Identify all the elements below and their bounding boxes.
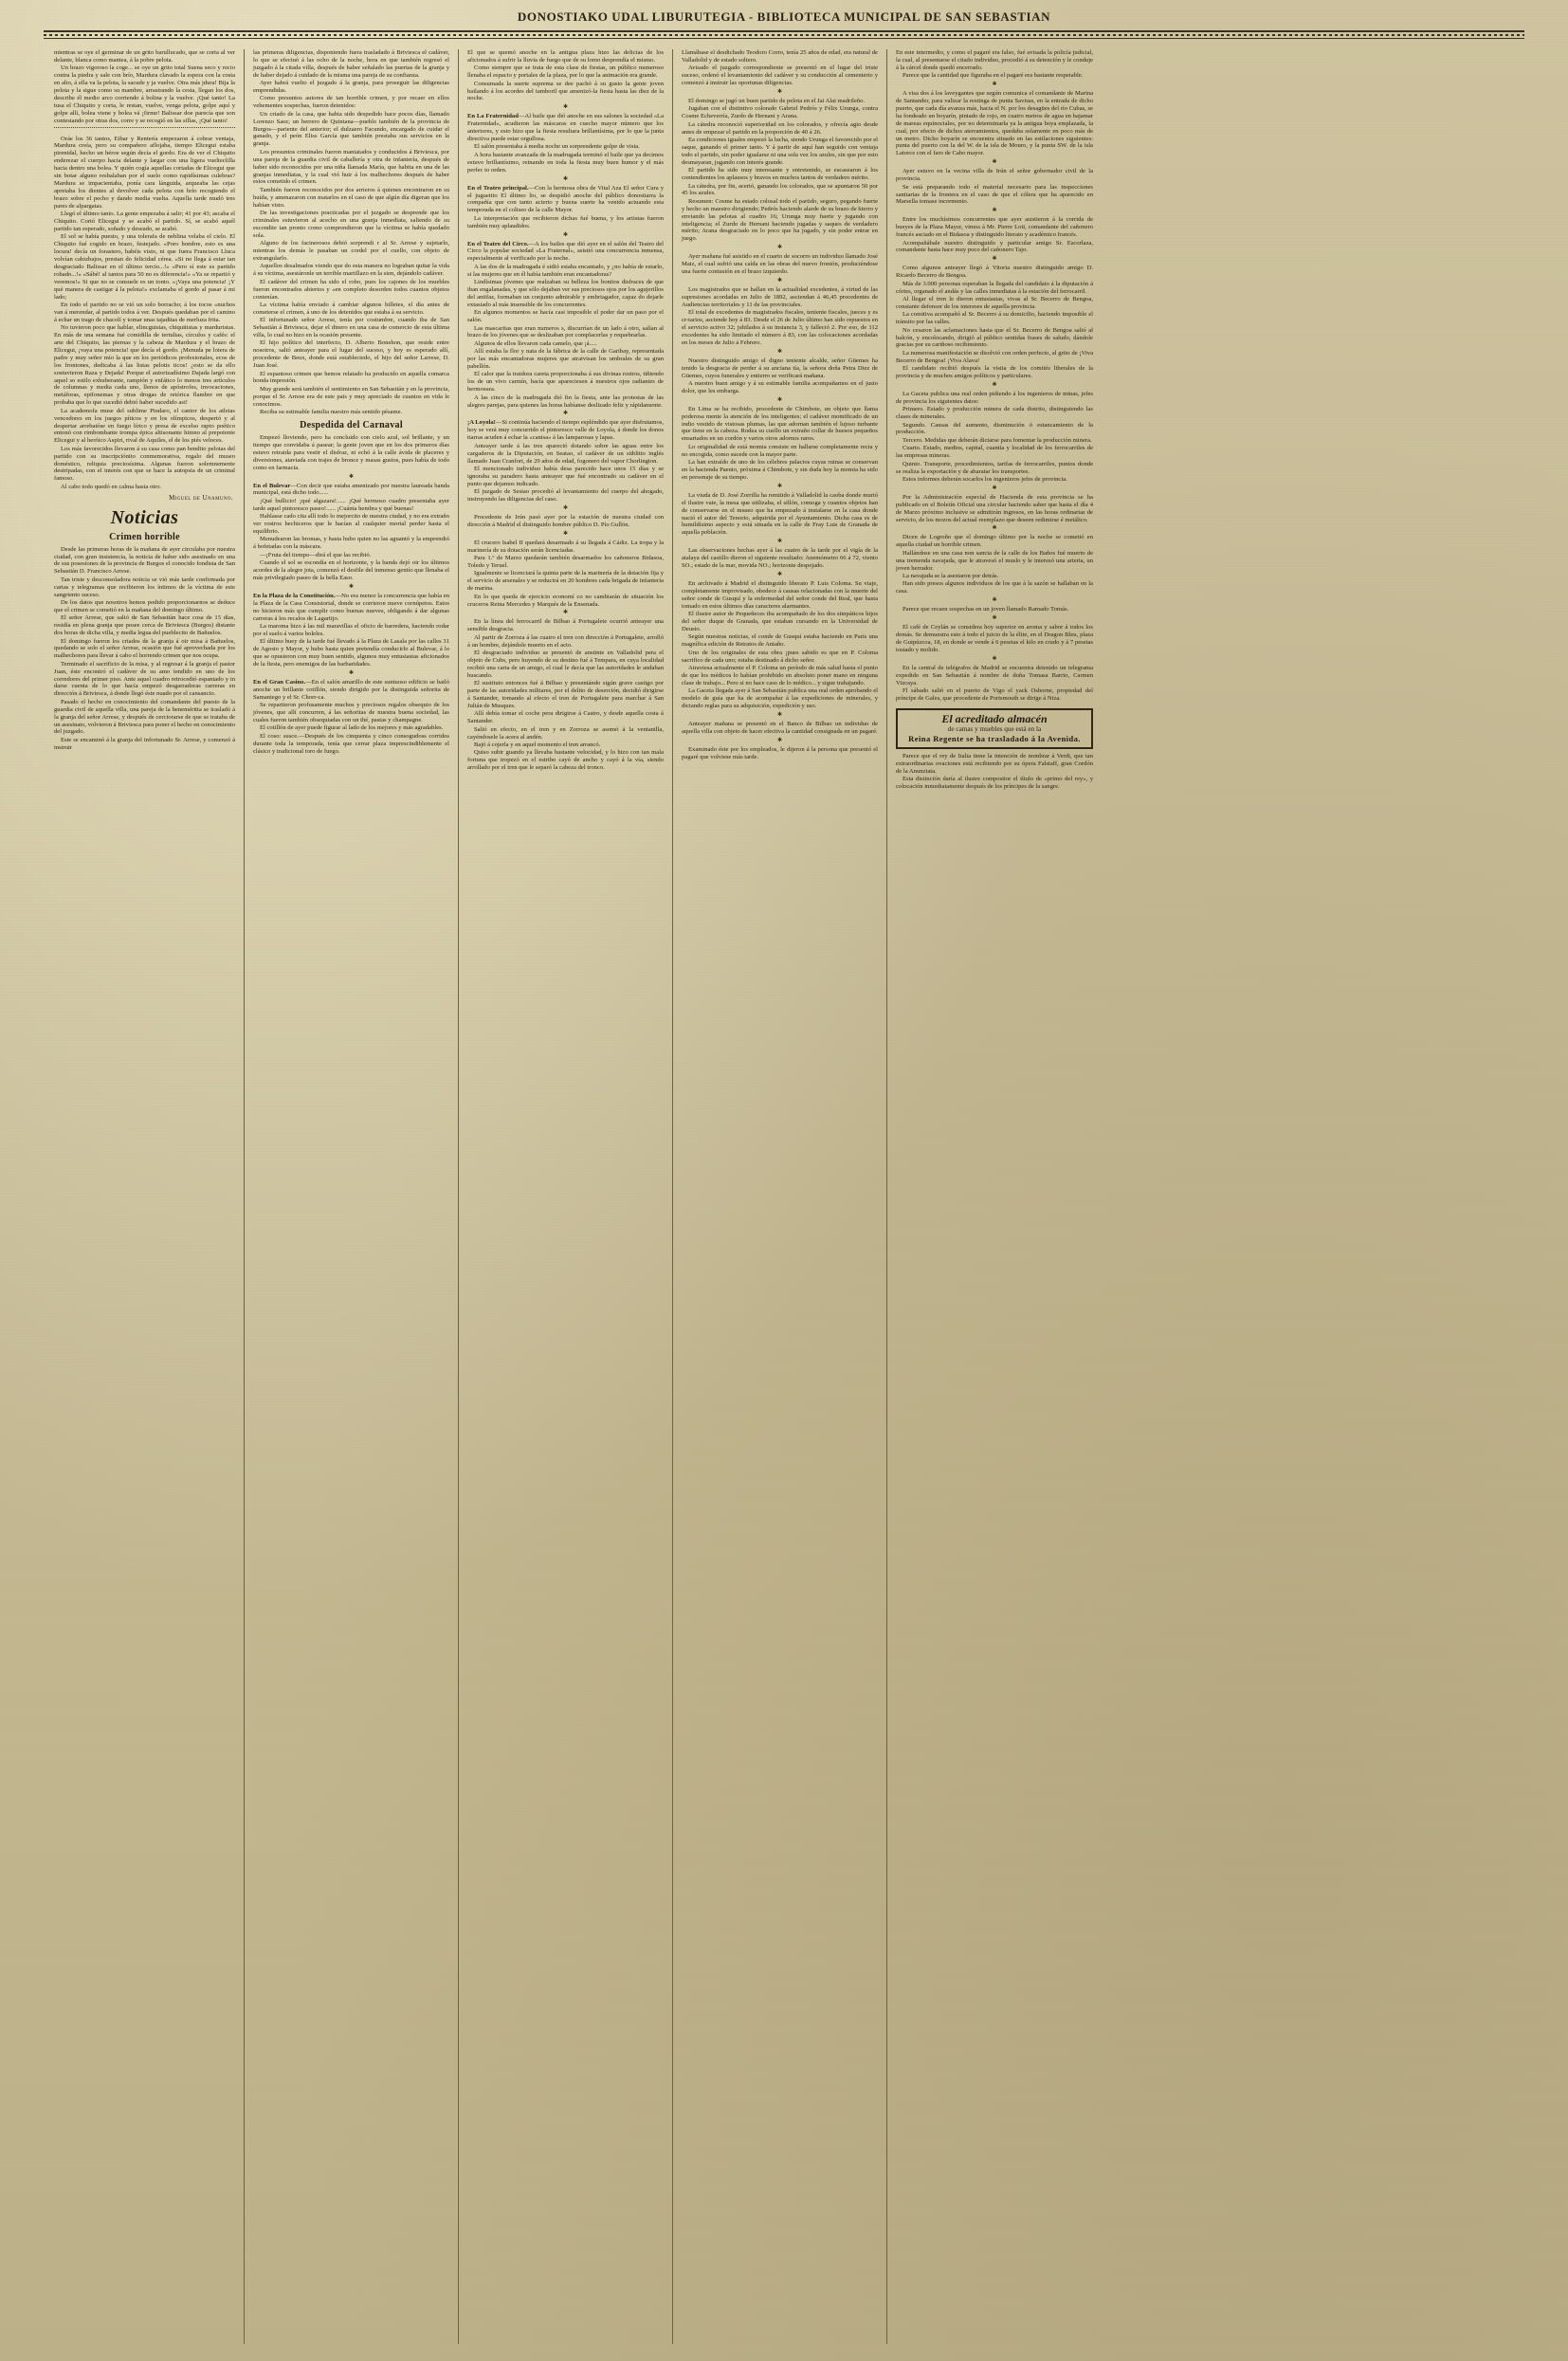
paragraph: Oráe los 36 tantos, Eibar y Rentería empezaron á cobrar ventaja, Mardura creía, pero su compañero aflojaba, tiempo Elicegui estaba pirenidal, hecho un héroe según decía el gordo. Era de ver el Chiquito enderezar el cuerpo hacia delante y largar con una ligera vuelteclilla hacia dentro una bolea. Y quién cogía aquellas cortadas de Elicegui que sin botar alguno resbalaban por el suelo como rapidísimas culebras? Mardura se impacientaba, ponía cara lánguida, arqueaba las cejas apretaba los dientes al devolver cada pelota con brío recogiendo el brazo sobre el pecho y dando media vuelta. Aquella tarde mudó tres pares de alpargatas. [54,135,235,210]
paragraph: El juzgado de Sestao procedió al levantamiento del cuerpo del ahogado, instruyendo las diligencias del caso. [467,488,664,503]
paragraph-with-runin [253,483,449,498]
paragraph: las primeras diligencias, disponiendo fuera trasladado á Briviesca el cadáver, lo que se efectuó á las ocho de la noche, hora en que también regresó el juzgado á la citada villa, después de haber señalado las puertas de la granja y de haber dejado á cuidado de la misma una pareja de su confianza. [253,49,449,79]
paragraph-with-runin [253,593,449,623]
paragraph-text: —Si continúa haciendo el tiempo espléndido que ayer disfrutamos, hoy se verá muy concurrido el pintoresco valle de Loyola, á donde los donos tiarras acuden á echar la «canisa» á las lamparosas y lapas. [467,419,665,442]
paragraph: El cadáver del crimen ha sido el robo, pues los cajones de los muebles fueron encontrados abiertos y «en completo desorden todos cuantos objetos contenían. [253,278,449,301]
paragraph: El coso: susce.—Después de los cinquenta y cinco consogudoss corridos durante toda la temporada, tenía que cerrar plaza imprescindiblemente el clásico y tradicional toro de fuego. [253,732,449,755]
paragraph: Un criado de la casa, que habia sido despedido hace pocos días, llamado Lorenzo Saez; un herrero de Quintana—pueblo también de la provincia de Burgos—pariente del anterior; el dulzaero Facundo, encargado de cuidar el ganado, y el peón Eliss García que también prestaba sus servicios en la granja. [253,110,449,148]
runin-head-loyola: ¡A Loyola! [467,419,496,427]
paragraph: La navajada se la asestaron por detrás. [903,572,999,579]
ornament-divider: ✱ [348,473,355,480]
paragraph: El domingo fueron los criados de la granja á oir misa á Bañuelos, quedando se solo el señor Arrese, ocasión que fué aprovechada por los malhechores para llevar á cabo el horrendo crimen que nos ocupa. [54,637,235,660]
paragraph: También fueron reconocidos por dos arrieros á quienes encontraron en su huída, y amenazaron con matarlos en el caso de que algún día digeran que los habían visto. [253,186,449,209]
paragraph: El infortunado señor Arrese, tenía por costumbre, cuando iba de San Sebastián á Briviesca, dejar el dinero en una casa de comercio de esta última villa, lo cual no hizo en la ocasión presente. [253,317,449,339]
paragraph: Nuestro distinguido amigo el digno teniente alcalde, señor Güemes ha tenido la desgracia de perder á su anciana tía, la señora doña Petra Diez de Güemes, cuyos funerales y entierro se verificará mañana. [682,357,878,379]
paragraph: La academofa muse del sublime Pindaro, el cantor de los atletas vencedores en los juegos píticos y en los olímpicos, despertó y al despertar arrebatóse en fuego lírico y presa de excelso rapto poético entonó con rimbombante trompa épica altisonante himno al prepotente Elicegui y al heróico Aspiri, rival de Aquiles, el de los piés veloces. [54,407,235,445]
paragraph: La cátedra, por fin, acertó, ganando los colorados, que se apuntaron 50 por 45 los azules. [682,182,878,197]
paragraph: Anteayer mañana se presentó en el Banco de Bilbao un individuo de aquella villa con objeto de hacer efectiva la cantidad consignada en un pagaré. [682,720,878,735]
headline-despedida-carnaval: Despedida del Carnaval [300,420,403,430]
runin-head-bulevar: En el Bulevar [253,482,291,489]
paragraph: El cotillón de ayer puede figurar al lado de los mejores y más agradables. [260,724,444,732]
ornament-divider: ✱ [776,89,783,96]
paragraph: Tan triste y desconsoladora noticia se vió más tarde confirmada por cartas y telegramas que recibieron los íntimos de la víctima de este sangriento suceso. [54,576,235,598]
ornament-divider: ✱ [776,348,783,355]
paragraph: El total de excedentes de magistrados fiscales, teniente fiscales, jueces y es cr-tarios, asciende hoy á 83. Desde el 26 de Julio último han sido repuestos en el servicio activo 32; jubilados á su instancia 3, y falleció 2. Por eso, de 112 excedentes ha sido limitado el número á 83, con las colocaciones acordadas en los meses de Julio á Febrero. [682,309,878,346]
paragraph: Ea condiciones iguales empezó la lucha, siendo Urunga el favorecido por el saque, ganando el primer tanto. Y á partir de aquí han seguido con ventaja todo el partido, sin poder igualarse ni una sola vez los azules, sin que por esto desmayaran, jugando con interés grande. [682,137,878,166]
paragraph-with-runin [467,185,664,215]
ornament-divider: ✱ [776,396,783,403]
paragraph-text: —Con la hermosa obra de Vital Aza El señor Cura y el juguetito El último lio, se despidió anoche del público donostiarra la compañía que con tanto acierto y buena suerte ha venido actuando esta temporada en el coliseo de la calle Mayor. [467,184,665,214]
paragraph: La viuda de D. José Zorrilla ha remitido á Valladolid la caoba donde murió el ilustre vate, la mesa que utilizaba, el sillón, comoga y cuantos objetos han de conservarse en el museo que ha empezado á instalarse en la casa donde nació el autor del Tenorio, adquirida por el Ayuntamiento. Dicha casa es de humildísimo aspecto y está situada en la calle de Fray Luis de Granada de aquella población. [682,491,878,537]
paragraph: ¡Qué bullicio! ¡qué algazara!...... ¡Qué hermoso cuadro presentaba ayer tarde aquel pintoresco paseo!...... ¡Cuánta hembra y qué buenas! [253,497,449,512]
paragraph: La Gaceta publica una real orden pidiendo á los ingenieros de minas, jefes de provincia los siguientes datos: [896,390,1093,405]
paragraph: La Gaceta llegada ayer á San Sebastián publica una real orden aprobando el modelo de guía que ha de acompañar á las expediciones de minerales, y dictando reglas para su adquisición, expedición y uso. [682,687,878,709]
column-3 [459,49,673,2344]
paragraph: El que se quemó anoche en la antigua plaza hizo las delicias de los aficionados á sufrir la lluvia de fuego que de su lomo desprendía el mismo. [467,49,664,64]
paragraph: Fl sábado salió en el puerto de Vigo el yack Osborne, propiedad del príncipe de Gales, que procedente de Portsmouth se dirige á Niza. [896,686,1093,702]
ornament-divider: ✱ [992,159,997,166]
paragraph: Esta distinción daría al ilustre compositor el título de «primo del rey», y colocación inmediatamente después de los príncipes de la sangre. [896,776,1093,791]
paragraph: En algunos momentos se hacía casi imposible el poder dar un paso por el salón. [467,309,664,324]
paragraph: Parece que el rey de Italia tiene la intención de nombrar á Verdi, que tan extraordinarias ovaciones está recibiendo por su ópera Falstaff, gran Cordón de la Anunziata. [896,753,1093,775]
paragraph: Parece que recaen sospechas en un joven llamado Ramado Tomás. [903,606,1069,613]
paragraph: Reciba su estimable familia nuestro más sentido pésame. [260,409,403,416]
runin-head-plaza: En la Plaza de la Constitución. [253,592,336,599]
dotted-divider [54,127,235,133]
paragraph: A las dos de la madrugada é sidió estaba encantado, y ¿no había de estarlo, si las mujeres que en él había también eran encantadoras? [467,263,664,278]
ornament-divider: ✱ [776,483,783,489]
ornament-divider: ✱ [776,245,783,251]
paragraph: El ilustre autor de Pequeñeces tba acompañado de los dos simpáticos hijos del señor duque de Granada, que estaban cursando en la Universidad de Deusto. [682,611,878,632]
paragraph: Los más favorecidos llevaron á su casa como pan bendito pelotas del partido con su inscripciónito conmemorativa, regalo del museo doméstico, reliquia preciosísima. Algunas fueron solemnemente destripadas, con el interés con que se hace la autopsia de un criminal famoso. [54,445,235,483]
paragraph: La numerosa manifestación se disolvió con orden perfecto, al grito de ¡Viva Becerro de Bengoa! ¡Viva Alava! [896,349,1093,364]
column-1 [46,49,245,2344]
ornament-divider: ✱ [776,711,783,718]
paragraph: La cátedra reconoció superioridad en los colorados, y ofrecía agio desde antes de empezar el partido en la proporción de 40 á 26. [682,120,878,136]
paragraph: Uno de los originales de esta obra ¡pues sabido es que en P. Coloma sacrifico de cada uno; estaba destinado á dicho señor. [682,649,878,664]
paragraph: Menudearon las bromas, y hasta hubo quien no las aguantó y la emprendió á bofetadas con la máscara. [253,536,449,551]
paragraph: Cuando el sol se escondía en el horizonte, y la banda dejó oir los últimos acordes de la alegre jota, comenzó el desfile del inmenso gentío que llenaba el más privilegiado paseo de la bella Easo. [253,559,449,581]
runin-head-casino: En el Gran Casino. [253,678,306,686]
paragraph: Bajó á cojerla y en aquel momento el tren arrancó. [474,741,601,748]
paragraph-with-runin [467,241,664,264]
ornament-divider: ✱ [992,381,997,388]
paragraph: El sustituto entonces fué á Bilbao y presentándo sigún grave castigo por parte de las autoridades militares, por el delito de deserción, decidió dirigirse á Santander, tomando al efecto el tren de Portugalete para marchar á San Julián de Musques. [467,680,664,709]
ornament-divider: ✱ [776,571,783,577]
paragraph: Los presuntos criminales fueron maniatados y conducidos á Briviesca, por una pareja de la guardia civil de caballería y otra de infantería, después de haber sido reconocidos por una niña llamada María, que habita en una de las granjas inmediatas, y la cual vió huir á los malhechores después de haber estos cometido el crimen. [253,148,449,186]
ornament-divider: ✱ [992,597,997,604]
paragraph: Han sido presos algunos individuos de los que á la sazón se hallaban en la casa. [896,580,1093,595]
paragraph: Salió en efecto, en el tren y en Zorroza se asomó á la ventanilla, cayéndosele la acera al andén. [467,725,664,741]
paragraph: Allí estaba la flor y nata de la fábrica de la calle de Garibay, representada por las más encantadoras mujeres que atraivisan los umbrales de su gran pabellón. [467,348,664,371]
ornament-divider: ✱ [348,583,355,590]
paragraph: Muy grande será también el sentimiento en San Sebastián y en la provincia, porque el Sr. Arrese era de este pais y muy apreciado de cuantos en vida le conocimos. [253,385,449,408]
paragraph: El salón presentaba á media noche un sorprendente golpe de vista. [474,143,640,151]
paragraph: Este se encaminó á la granja del infortunado Sr. Arrese, y comenzó á instruir [54,736,235,751]
ornament-divider: ✱ [562,504,569,511]
paragraph: Quiso subir guando ya llevaba bastante velocidad, y lo hizo con tan mala fortuna que tropezó en el estribo cayó de ancho y cayó á la vía, siendo arrollado por el tren que le separó la cabeza del tronco. [467,749,664,772]
paragraph: Para 1.º de Marzo quedarán también desarmados los cañoneros Bidasoa, Toledo y Teruel. [467,555,664,569]
runin-head-teatro-principal: En el Teatro principal. [467,184,529,192]
paragraph: El candidato recibió después la visita de los comités liberales de la provincia y de muchos amigos políticos y particulares. [896,365,1093,380]
paragraph: Quinto. Transporte, procedimientos, tarifas de ferrocarriles, puntos donde se realiza la exportación y de abaratar los transportes. [896,460,1093,475]
paragraph: Parece que la cantidad que figuraba en el pagaré era bastante respetable. [903,72,1084,80]
library-stamp-header: DONOSTIAKO UDAL LIBURUTEGIA - BIBLIOTECA MUNICIPAL DE SAN SEBASTIAN [517,9,1051,24]
paragraph: En la línea del ferrocarril de Bilbao á Portugalete ocurrió anteayer una sensible desgracia. [467,618,664,633]
ornament-divider: ✱ [562,104,569,111]
ornament-divider: ✱ [776,277,783,284]
paragraph: Ayer mañana fué asistido en el cuarto de socorro un individuo llamado José Maiz, el cual sufrió una caída en las obras del nuevo frontón, produciéndose una fuerte contusión en el brazo izquierdo. [682,253,878,276]
paragraph-with-runin [253,679,449,702]
ornament-divider: ✱ [562,530,569,537]
paragraph: Al llegar el tren le dieron entusiastas, vivas al Sr. Becerro de Bengoa, constante defensor de los intereses de aquella provincia. [896,295,1093,310]
paragraph: Allí debía tomar el coche pera dirigirse á Castro, y desde aquella costa á Santander. [467,710,664,725]
paragraph: Entre los muchísimos concurrentes que ayer asistieron á la corrida de bueyes de la Plaza Mayor, vimos á Mr. Pierre Loti, comandante del cañonero francés asciado en el Bidasoa y distinguido literato y académico francés. [896,216,1093,239]
paragraph: Empezó lloviendo, pero ha concluido con cielo azul, sol brillante, y un tiempo que convidaba á pasear; la gente joven que en los dos primeros días estuvo retraida para vestir el disfraz, ni echó á la calle ávida de placeres y diversiones, ataviada con trajes de bronce y masas gustos, pues había de todo como en farmacia. [253,434,449,471]
paragraph: De los datos que nosotros hemos podido proporcionarnos se deduce que el crimen se cometió en la mañana del domingo último. [54,599,235,613]
paragraph: Lindísimas jóvenes que realzaban su belleza los bonitos disfraces de que iban engalanadas, y que sólo dejaban ver sus preciosos ojos por los agujerillos del antifaz, formaban un conjunto admirable y embriagador, capaz do dejarle extasiado al más insensible de los concurrentes. [467,279,664,308]
paragraph: Un brazo vigoroso la coge... se oye un grito total Suena seco y recio contra la piedra y sale con brío, Mardura clavado la espera con la costa en alto, á ella va la pelota, la sacude y ja vuelve. Otra más jdura! Bija la pelota y la sigue como su mambre, arrastrando la cesta, llegan los dos, describe él medio arco corriendo á bolina y la vuelve. ¡Qué tanto! La tusa el Chiquito y corta, le restan, vuelve, venga pelota, golpe aquí y golpe allí, bolea viene y bolea vá ¡firme! Balissar doe parecía que son contestando por otras dos, corre y se recogió en las sillas, ¡Qué tanto! [54,64,235,124]
paragraph: Hablasse cado cita allí todo lo mejorcito de nuestra ciudad, y no era extraño ver rostros hechiceros que le hacían al cualquier mortal perder hasta el equilibrio. [253,513,449,535]
paragraph: Algunos de ellos llevaron cada camelo, que ¡á..... [474,339,597,347]
paragraph: Igualmente se licenciará la quinta parte de la marinería de la dotación fija y el servicio de arsenales y se reducirá en 20 hombres cada brigada de infantería de marina. [467,570,664,593]
paragraph-text: —No era menor la concurrencia que había en la Plaza de la Casa Consistorial, donde se corrieron nueve cornúpetos. Estos no hicieron más que cumplir como buenas nueves, obligando á dar algunas carreras á los recalos de Lagartijo. [253,592,450,622]
paragraph: Ayer habrá vuelto el juzgado á la granja, para proseguir las diligencias emprendidas. [253,80,449,95]
paragraph: Primero. Estado y producción minera de cada distrito, distinguiendo las clases de minerales. [896,406,1093,421]
paragraph: En la central de telégrafos de Madrid se encuentra detenido un telegrama expedido en San Sebastián á nombre de doña Tomasa Barrio, Carmen Vizcaya. [896,664,1093,686]
paragraph: El espantoso crimen que hemos relatado ha producido en aquella comarca honda impresión. [253,370,449,385]
paragraph: Lo originalidad de está momia consiste en hallarse completamente recta y no encogida, como sucede con la mayor parte. [682,443,878,458]
runin-head-fraternidad: En La Fraternidad [467,113,519,120]
top-rule-divider [44,30,1524,39]
paragraph: Las observaciones hechas ayer á las cuatro de la tarde por el vigía de la atalaya del castillo dieron el siguiente resultado: Anemómetro 66 á 72, viento SO.; estado de la mar, movida NO.; horizonte despejado. [682,547,878,570]
paragraph: La interpretación que recibieron dichas fué buena, y los artistas fueron también muy aplaudidos. [467,214,664,229]
column-4 [673,49,887,2344]
paragraph: Hallándose en una casa non sancta de la calle de los Baños fué muerto de una tremenda navajada, que le atravesó el muslo y le interesó una arteria, un joven herrador. [896,549,1093,572]
paragraph: En todo el partido no se vió un solo borracho; á los tocos «nuchos van á merendar, al partido todos á ver. Después quedaban por el camino á echar un trago de chacolí y tomar unas tajaditas de merluza frita. [54,302,235,323]
section-title-noticias: Noticias [110,506,179,528]
ornament-divider: ✱ [562,411,569,417]
paragraph: Se repartieron profusamente muchos y preciosos regalos obsequio de los jóvenes, que allí concurren, á las señoritas de nuestra buena sociedad, las cuales fueron también obsequiadas con un thé, pastas y champagne. [253,702,449,723]
paragraph: Estos informes deberán socarlos los ingenieros jefes de provincia. [903,475,1067,483]
paragraph: Atraviesa actualmente el P. Coloma un período de más salud hasta el punto de que los médicos lo habían prohibido en absoluto poner mano en ninguna clase de trabajo... Pero si no hace caso de lo médico... y sigue trabajando. [682,664,878,686]
paragraph: El café de Ceylán se considera hoy superior en aroma y sabor á todos los demás. Se demuestra esto á todo el juicio de la élite, en el Dragon Bleu, plaza de Guipúzcoa, 18, en donde se vende á 6 pesetas el kilo en crudo y á 7 pesetas tostado y molido. [896,624,1093,653]
paragraph: El señor Arrese, que salió de San Sebastián hace cosa de 15 días, residía en plena granja que posee cerca de Briviesca (Burgos) distante dos horas de dicha villa, y media legua del pueblecito de Bañuelos. [54,614,235,637]
paragraph: En Lima se ha recibido, procedente de Chimbote, un objeto que llama poderosa mente la atención de los inteligentes; el cadáver momificado de un indio vestido de vistosas plumas, las que adornan también el lujoso turbante que tiene en la cabeza. Rodea su cuello un extraño collar de huesos pequeños ensartados en un cordón y varios otros adornos raros. [682,405,878,443]
paragraph: Consumada la suerte suprema se dee pachó á su gusto la gente joven bailando á los acordes del tamboril que amenizó-la fiesta hasta las diez de la noche. [467,80,664,102]
paragraph: Avisado el juzgado correspondiente se presentó en el lugar del triste suceso, ordenó el levantamiento del cadáver y su conducción al cementerio y comenzó á instruir las oportunas diligencias. [682,64,878,87]
paragraph: Procedente de Irún pasó ayer por la estación de nuestra ciudad con dirección á Madrid el distinguido hombre público D. Pío Gullón. [467,513,664,528]
ad-line-3: Reina Regente se ha trasladado á la Avenida. [908,734,1081,744]
paragraph: La han extraído de uno de los célebres palacios cuyas ruinas se conservan en la hacienda Paento, próxima á Chimbote, y sin duda hoy la momia ha sido en personaje de su tiempo. [682,459,878,481]
paragraph: Alguno de los facinerosos debió sorprendi r al Sr. Arrese y sujetarlo, mientras los demás le pasaban un cordel por el cuello, con objeto de extrangularlo. [253,240,449,262]
ornament-divider: ✱ [992,485,997,491]
paragraph: El desgraciado individuo se presentó de anstinte en Valladolid pera el objeto de Cubs, pero huyendo de su destino fué á Tempara, en cuya localidad recibió una carta de un amigo, el cual le decía que las autoridades le andaban buscando. [467,650,664,679]
paragraph: No cesaron las aclamaciones hasta que el Sr. Becerro de Bengoa salió al balcón, y encolocando, dirigió al público sentidas frases de saludo, dándole gracias por su cariñoso recibimiento. [896,326,1093,349]
paragraph: Por la Administración especial de Hacienda de esta provincia se ha publicado en el Boletín Oficial una circular haciendo saber que hasta el día 4 de Marzo próximo inclusive se admitirán ingresos, en las horas ordinarias de servicio, de los mozos del actual reemplazo que deseen redimirse é metálico. [896,493,1093,523]
paragraph: Como presuntos autores de tan horrible crimen, y por recaer en ellos vehementes sospechas, fueron detenidos: [253,95,449,110]
ornament-divider: ✱ [992,615,997,622]
ornament-divider: ✱ [562,231,569,238]
paragraph: Acompañábale nuestro distinguido y particular amigo Sr. Escorlaza, comandante hasta hace muy poco del cañonero Tajo. [896,239,1093,254]
ad-line-2: de camas y muebles que está en la [947,724,1042,733]
paragraph: A hora bastante avanzada de la madrugada terminó el baile que ya decimos estuvo brillantísimo, reinando en toda la fiesta muy buen humor y el más perfec to orden. [467,151,664,174]
paragraph: Llegó el último tanto. La gente empezaba á salir; 41 por 43; ascaba el Chiquito. Cortó Elicegui y se acabó el partido. Sí, se acabó aquél partido tan esperado, soñado y deseado, se acabó. [54,210,235,232]
paragraph-text: —Al baile que dió anoche en sus salones la sociedad «La Fraternidad», acudieron las máscaras en cuecho mayor número que los anteriores, y esto hizo que la fiesta resultara brillantísima, por lo que la junta directiva puede estar orgullosa. [467,113,664,143]
runin-head-teatro-circo: En el Teatro del Circo. [467,240,529,247]
paragraph: Como algunos anteayer llegó á Vitoria nuestro distinguido amigo D. Ricardo Becerro de Bengoa. [896,265,1093,280]
paragraph: En este intermedio, y como el pagaré era falso, fué avisada la policía judicial, la cual, al presentarse el citado individuo, procedió á su detención y le conduje á la cárcel donde quedó encerrado. [896,49,1093,71]
ornament-divider: ✱ [992,525,997,532]
ornament-divider: ✱ [992,208,997,214]
paragraph: Terminado el sacrificio de la misa, y al regresar á la granja el pastor Juan, éste encontró el cadáver de su amo tendido en uno de los corredores del primer piso. Ante aquel cuadro retrocedió espantado y in darse cuenta de lo que hacía empezó desgarradoras carreras en dirección á Briviesca, á donde llegó éste nuado por el cansancio. [54,660,235,698]
paragraph: Examinado éste por los empleados, le dijeron á la persona que presentó el pagaré que volviese más tarde. [682,745,878,760]
paragraph: La maroma hizo á las mil maravillas el oficio de barredera, haciendo rodar por el suelo á varios boleles. [253,622,449,637]
ad-line-1: El acreditado almacén [941,711,1048,725]
ornament-divider: ✱ [562,610,569,616]
paragraph: mientras se oye el germinar de un grito barullucado, que se corta al ver delante, blanca como mantea, á la pobre pelota. [54,49,235,64]
ornament-divider: ✱ [348,669,355,676]
paragraph: Según nuestras noticias, el conde de Gusquí estaba haciendo en París una magnífica edición de Retratos de Antaño. [682,633,878,649]
paragraph: Llamábase el desdichado Teodoro Corro, tenía 25 años de edad, era natural de Valladolid y de estado soltero. [682,49,878,64]
paragraph: El calor que la traidora careta proporcionaba á sus divinas rostros, tiñiendo los de un vivo carmín, hacía que apareciesen á nuestros ojos radiantes de hermosura. [467,371,664,394]
paragraph: El último buey de la tarde fué llevado á la Plaza de Lasala por las calles 31 de Agosto y Mayor, y hubo hasta quien pretendía conducirlo al Bulevar, á lo que se opusieron con muy buen sentido, algunos muy entusiastas aficionados de la fiesta, pero enemigos de las barbaridades. [253,638,449,668]
ornament-divider: ✱ [562,175,569,182]
paragraph: Dicen de Logroño que el domingo último por la noche se cometió en aquella ciudad un horrible crimen. [896,534,1093,549]
paragraph: El mencionado individuo había desa parecido hace unos 15 días y se ignoraba su paradero hasta anteayer que fué encontrado su cadáver en el punto que dejamos indicado. [467,465,664,487]
paragraph: Anteayer tarde á las tres apareció dotando sobre las aguas entre los cargaderos de la Diputación, en Seatao, el cadáver de un süblitto inglés llamado Juan Cranfort, de 29 años de edad, fogonero del vapor Chorlington. [467,442,664,465]
paragraph-with-runin [467,113,664,143]
column-5 [887,49,1102,2344]
paragraph: En lo que queda de ejercicio economí co no cambiarán de situación los cruceros Reina Mercedes y Marqués de la Ensenada. [467,593,664,608]
paragraph: La comitiva acompañó al Sr. Becerro á su domicilio, haciendo imposible el tránsito por las calles. [896,311,1093,326]
paragraph: De las investigaciones practicadas por el juzgado se desprende que los criminales estuvieron al acecho en una granja inmediata, saliendo de su escondite tan pronto como comprendieron que la víctima se había quedado sola. [253,210,449,239]
paragraph: El partido ha sido muy interesante y entretenido, se escasearon á los contendientes los aplausos y bravos en muchos tantos de verdadero mérito. [682,167,878,182]
paragraph: El domingo se jugó un buen partido de pelota en el Jai Alai madrileño. [688,98,866,105]
paragraph: A visa dos á los laveygantes que según comunica el comandante de Marina de Santander, para valizar la restinga de punta Savisas, en la entrada de dicho puerto, que cada día avanza más, hacia el N. por los desagües del río Cubas, se ha fondeado un boyarín, pintado de rojo, en cuatro metros de agua en bajamar de mareas equinociales, por no determinarla ya la antigua boya emplazada, la cual, por efecto de dichos aterramientos, quedaba solamente en poco más de un metro. Dicho boyarín se encuentra situado en las estilaciones siguientes: punta del puerto con la del W. de la isla de Mouro, y la punta SW. de la isla Latorce con el faro de Cabo mayor. [896,90,1093,157]
paragraph: La víctima había enviado á cambiar algunos billetes, el día antes de cometerse el crimen, á uno de los detenidos que estaba á su servicio. [253,301,449,316]
paragraph: Cuarto. Estado, medios, capital, cuantía y localidad de los ferrocarriles de las empresas mineras. [896,445,1093,460]
paragraph: Más de 3.000 personas esperaban la llegada del candidato á la diputación á córtes, organado el andás y las calles inmediatas á la estación del ferrocarril. [896,280,1093,295]
paragraph-text: —Con decir que estaba amenizado por nuestra laureada banda municipal, está dicho todo...... [253,482,450,497]
paragraph: El hijo político del interfecto, D. Alberto Bonehon, que reside entre nosotros, salió anteayer para el lugar del suceso, y hoy es esperado allí, procedente de Beux, donde está estableciedo, el hijo del señor Larrese, D. Juan José. [253,339,449,370]
paragraph: Desde las primeras horas de la mañana de ayer circulaba por nuestra ciudad, con gran insistencia, la noticia de haber sido asesinado en una de sus posesiones de la provincia de Burgos el conocido fondista de San Sebastián D. Francisco Arrese. [54,545,235,576]
paragraph: A nuestro buen amigo y á su estimable familia acompañamos en el justo dolor, que les embarga. [682,379,878,394]
paragraph: —¡Fruta del tiempo—dirá el que las recibió. [260,551,372,558]
paragraph-text: —En el salón amarillo de este suntuoso edificio se bailó anoche un brillante cotillón, siendo dirigido por la distinguida señorita de Samaniego y el Sr. Chorr-ca. [253,678,449,701]
paragraph: El sol se había puesto, y una tolerafa de neblina velaba el cielo. El Chiquito fué cogido en brazo, festejado. «Poro hombre, esto es una locura! decía un forastero, habéis visto, ni que fuera Francisco Lluca volvían cabizbajos, prestan do felicidad cérea. «Si no llega á estar tan desgraciado Balissar en el último tercio...!» «Pero sí este es partido robado...!» «Sábé! al tantos para 50 no es diferencia!» «Ya se repartió y veremos!» Si que no se consuele es un tonto. «¡Vaya una potencia! ¡Y qué manera de castigar á la pelota!» exclamaba el gordo al pasar á mi lado; [54,233,235,301]
column-container [46,49,1522,2344]
column-2 [245,49,459,2344]
paragraph: Los magistrados que se hallan en la actualidad excedentes, á virtud de las supresiones acordadas en Julio de 1892, asciendan á 46,45 procedentes de Audiencias territoriales y 11 de las provinciales. [682,285,878,308]
paragraph: Al cabo todo quedó en calma hasta otro. [61,483,162,490]
paragraph: Resumen: Cosme ha estado colosal todo el partido, seguro, pegando fuerte y hecho un maestro dirigiendo; Pedrós haciendo alarde de su brazo de hierro y enviando las pelotas al cuadro 16; Urunga muy fuerte y jugando con inteligencia; el Zurdo de Hernani haciendo jugadas y saques de verdadero mérito; Arana desgraciado en lo poco que ha jugado, y sin poder entrar en juego. [682,197,878,243]
ornament-divider: ✱ [992,655,997,662]
ornament-divider: ✱ [992,82,997,88]
advertisement-almacen[interactable] [896,708,1093,749]
ornament-divider: ✱ [776,539,783,545]
ornament-divider: ✱ [992,256,997,263]
paragraph-text: —A los bailes que dió ayer en el salón del Teatro del Circo la popular sociedad «La Fraternal», asistió una concurrencia inmensa, especialmente al verificado por la noche. [467,240,664,263]
paragraph: Se está preparando todo el material necesario para las inspecciones sanitarias de la frontera en el caso de que el cólera que ha aparecido en Marsella tomase incremento. [896,183,1093,206]
paragraph: Al partir de Zorroza á las cuatro el tren con dirección á Portugalete, arrolló á un hombre, dejándole muerto en el acto. [467,633,664,649]
paragraph-with-runin [467,419,664,442]
paragraph: Jugaban con el distintivo colorado Gabriel Pedrós y Félix Urunga, contra Cosme Echeverría, Zurdo de Hernani y Arana. [682,105,878,120]
paragraph: Ayer estuvo en la vecina villa de Irún el señor gobernador civil de la provincia. [896,168,1093,183]
article-byline: Miguel de Unamuno. [169,493,233,502]
paragraph: No tuvieron poco que hablar, elincguistas, chiquitistas y marduristas. En más de una semana fué comidilla de tertulias, círculos y cafés: el arte del Chiquito, las piernas y la cabeza de Mardura y el brazo de Elicegui, ¡vaya una potencia! que decía el gordo. ¡Menuda pe lotera de padre y muy señor mío la que en los periódicos profesionales, ecos de los frontones, dedicaba á las listas pelotis ticos! ¿esto se da ello sostuvieron Raza y Dejada! Porque el autorizadísimo Dajada largó con aquel so estilo exhuberante, rampión y enfático lo menos tres artículos de columnas y media cada uno, llenos de apóstrofes, invocaciones, metáforas, epifonemas y otras drogas de retórica flambre en que probaba que lo que sucedió debió haber sucedido asi! [54,324,235,407]
paragraph: El crucero Isabel II quedará desarmado á su llegada á Cádiz. La tropa y la marinería de su dotación serán licenciadas. [467,539,664,554]
ornament-divider: ✱ [776,737,783,743]
paragraph: A las cinco de la madrugada dió fin la fiesta, ante las protestas de las alegres parejas, para quienes las horas habíanse deslizado feliz y rápidamente. [467,394,664,409]
paragraph: Segundo. Causas del aumento, disminución ó estancamiento de la producción. [896,421,1093,436]
paragraph: Aquellos desalmados viendo que do esta manera no lograban quitar la vida á su víctima, asestáronle un terrible martillazo en la sien, dejándolo cadáver. [253,263,449,278]
headline-crimen-horrible: Crimen horrible [109,531,180,542]
paragraph: Pasado el hecho en conocimiento del comandante del puesto de la guardia civil de aquella villa, una pareja de la beneméritta se trasladó á la granja del señor Arrese, y después de cerciorarse de que se trataba de un asesinato, volvieron á Briviesca para poner el hecho en conocimiento del juzgado. [54,698,235,736]
paragraph: En archivado á Madrid el distinguido liberato P. Luis Coloma. Su viaje, completamente improvisado, obedece á causas relacionadas con la muerte del señor conde de Gusquí y la enfermedad del señor conde del Real, que hasta tomado en estos últimos días caracteres alarmantes. [682,579,878,610]
paragraph: Como siempre que se trata de esta clase de fiestas, un público numeroso llenaba el espacio y portales de la plaza, por lo que la animación era grande. [467,64,664,80]
paragraph: Tercero. Medidas que deberán dictarse para fomentar la producción minera. [903,436,1092,444]
paragraph: Las mascaritas que eran numeros s, discurrían de un lado á otro, salían al brazo de los jóvenes que se deslizaban por complacerlas y requebrarlas. [467,324,664,339]
